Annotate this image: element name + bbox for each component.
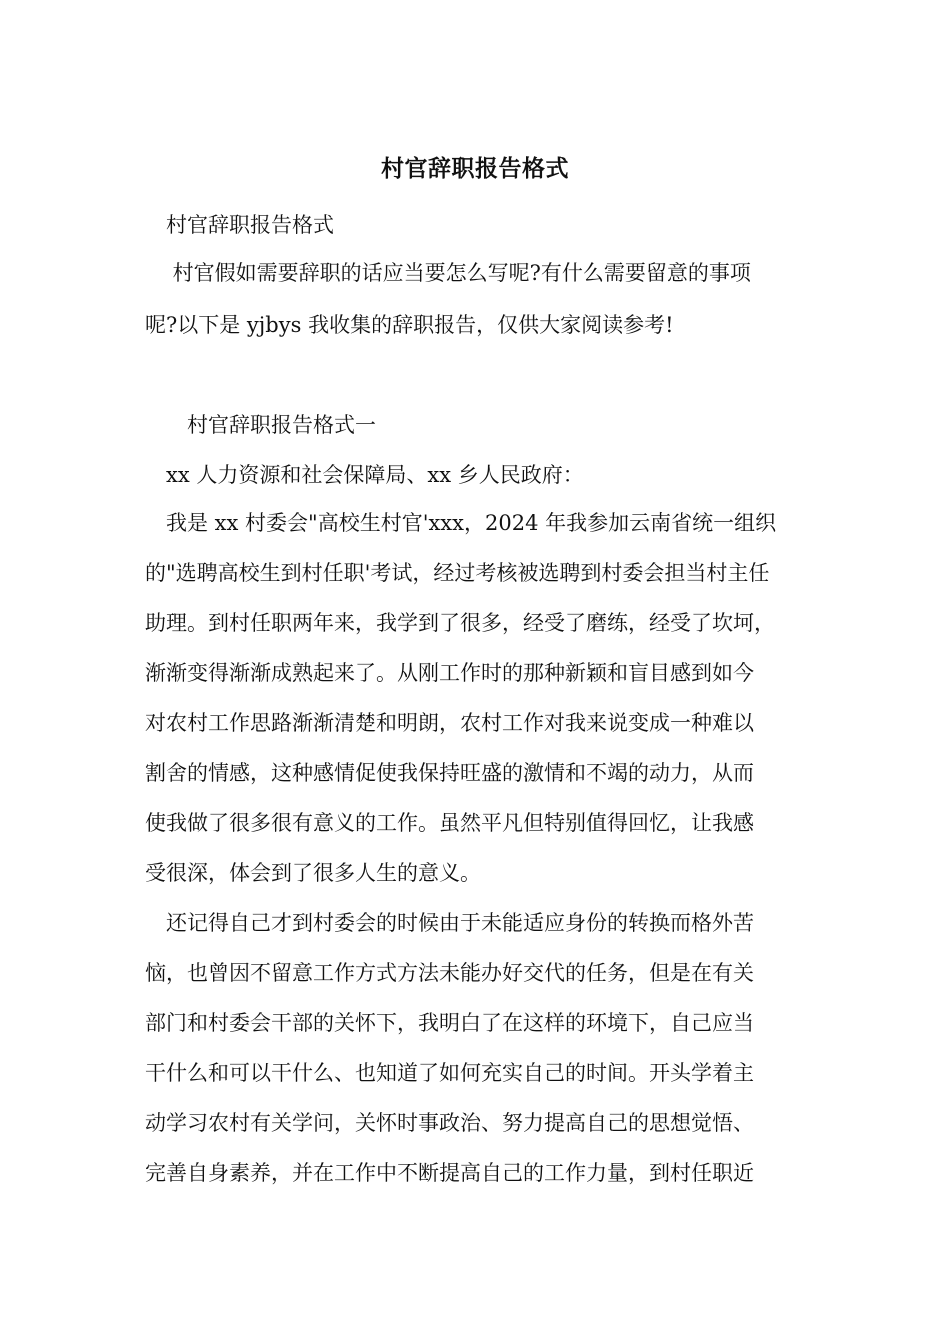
paragraph-line: 干什么和可以干什么、也知道了如何充实自己的时间。开头学着主 (145, 1061, 754, 1085)
paragraph-line: 部门和村委会干部的关怀下，我明白了在这样的环境下，自己应当 (145, 1011, 754, 1035)
paragraph-line: 受很深，体会到了很多人生的意义。 (145, 861, 481, 885)
salutation-line: xx 人力资源和社会保障局、xx 乡人民政府： (145, 463, 584, 487)
paragraph-line: 渐渐变得渐渐成熟起来了。从刚工作时的那种新颖和盲目感到如今 (145, 661, 754, 685)
paragraph-line: 完善自身素养，并在工作中不断提高自己的工作力量，到村任职近 (145, 1161, 754, 1185)
paragraph-line: 割舍的情感，这种感情促使我保持旺盛的激情和不竭的动力，从而 (145, 761, 754, 785)
paragraph-line: 助理。到村任职两年来，我学到了很多，经受了磨练，经受了坎坷， (145, 611, 775, 635)
paragraph-line: 我是 xx 村委会"高校生村官'xxx，2024 年我参加云南省统一组织 (145, 511, 777, 535)
section-heading: 村官辞职报告格式一 (145, 413, 376, 437)
paragraph-line: 还记得自己才到村委会的时候由于未能适应身份的转换而格外苦 (145, 911, 754, 935)
document-title: 村官辞职报告格式 (381, 155, 569, 182)
paragraph-line: 对农村工作思路渐渐清楚和明朗，农村工作对我来说变成一种难以 (145, 711, 754, 735)
paragraph-line: 使我做了很多很有意义的工作。虽然平凡但特别值得回忆，让我感 (145, 811, 754, 835)
paragraph-line: 呢?以下是 yjbys 我收集的辞职报告，仅供大家阅读参考! (145, 313, 674, 337)
paragraph-line: 动学习农村有关学问，关怀时事政治、努力提高自己的思想觉悟、 (145, 1111, 754, 1135)
paragraph-line: 村官辞职报告格式 (145, 213, 334, 237)
paragraph-line: 的"选聘高校生到村任职'考试，经过考核被选聘到村委会担当村主任 (145, 561, 770, 585)
paragraph-line: 恼，也曾因不留意工作方式方法未能办好交代的任务，但是在有关 (145, 961, 754, 985)
paragraph-line: 村官假如需要辞职的话应当要怎么写呢?有什么需要留意的事项 (145, 261, 751, 285)
